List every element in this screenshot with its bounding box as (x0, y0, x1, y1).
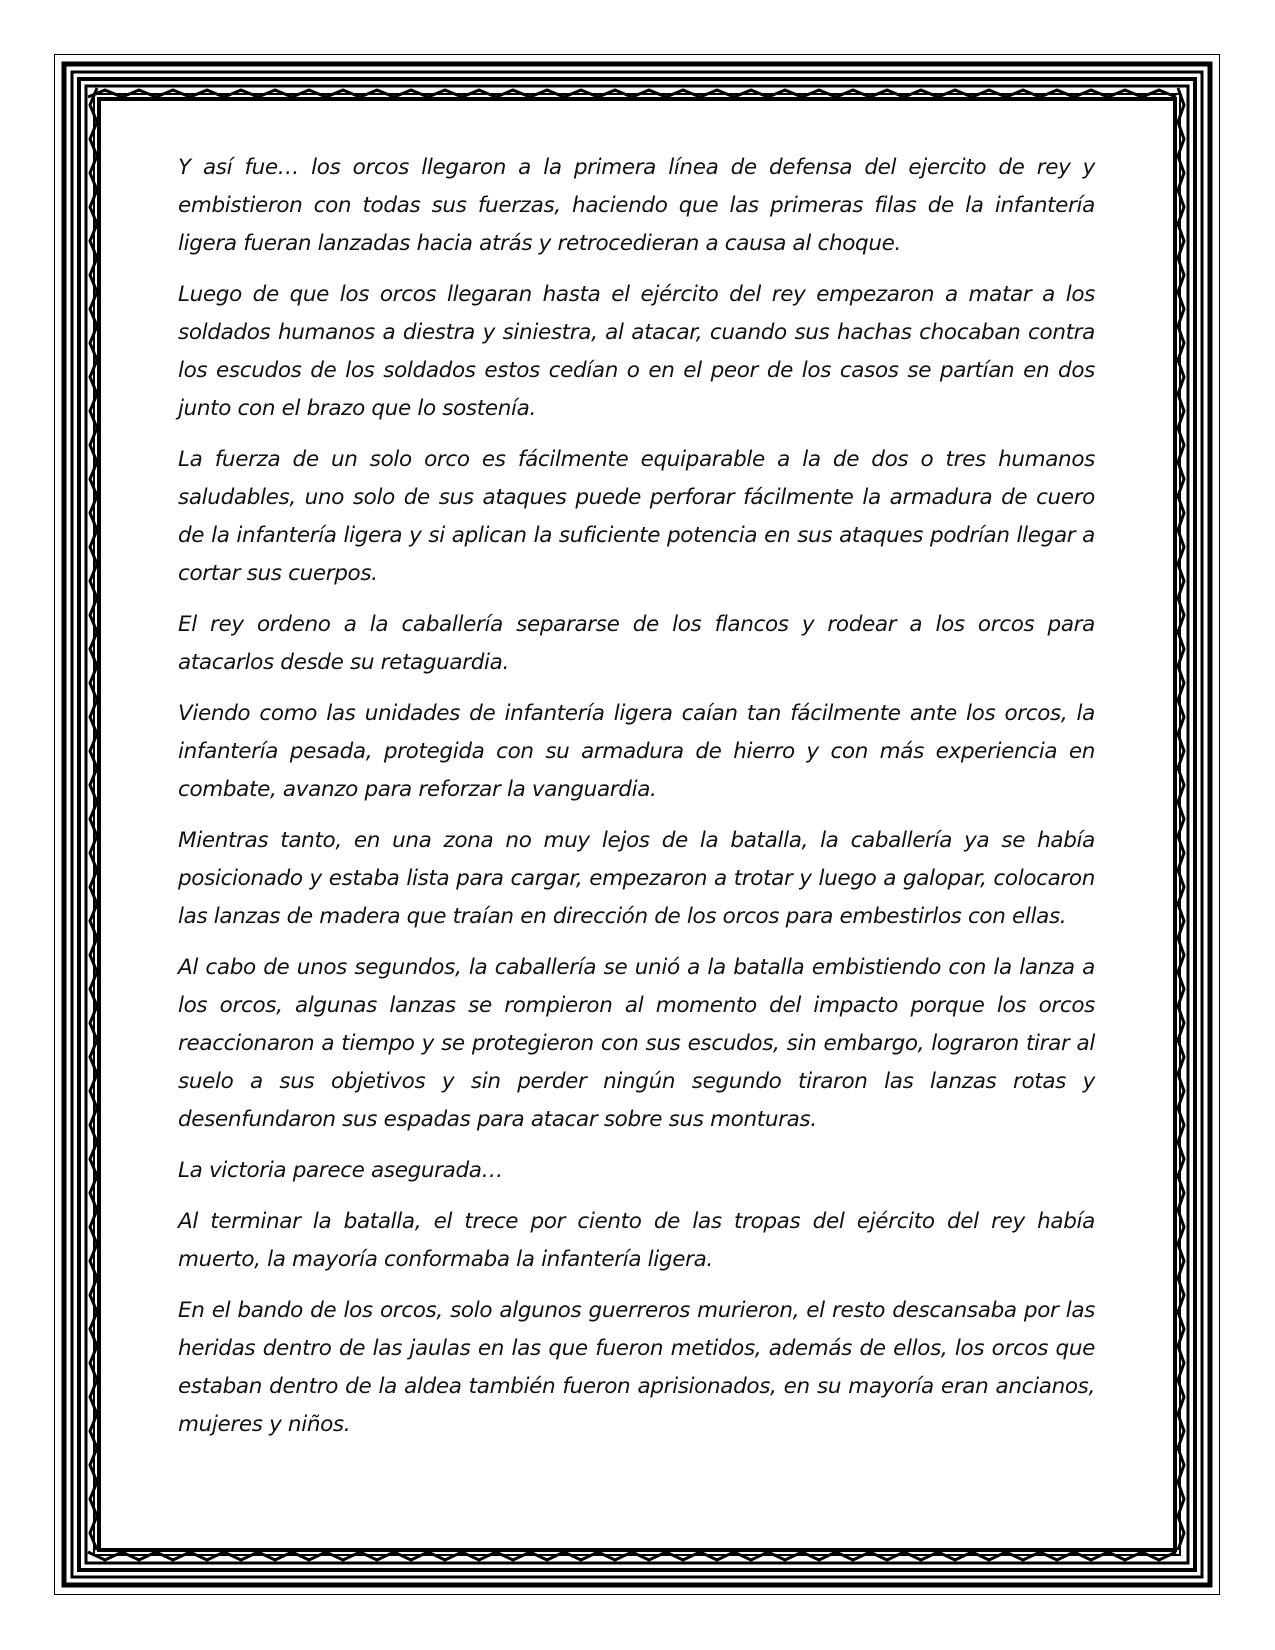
paragraph: La fuerza de un solo orco es fácilmente equiparable a la de dos o tres humanos saludables, uno solo de sus ataques puede perforar fácilmente la armadura de cuero de la infantería ligera y si aplican la suficiente potencia en sus ataques podrían llegar a cortar sus cuerpos. (178, 447, 1095, 586)
paragraph: En el bando de los orcos, solo algunos guerreros murieron, el resto descansaba por las heridas dentro de las jaulas en las que fueron metidos, además de ellos, los orcos que estaban dentro de la aldea también fueron aprisionados, en su mayoría eran ancianos, mujeres y niños. (178, 1298, 1095, 1437)
paragraph: Viendo como las unidades de infantería ligera caían tan fácilmente ante los orcos, la infantería pesada, protegida con su armadura de hierro y con más experiencia en combate, avanzo para reforzar la vanguardia. (178, 701, 1095, 802)
paragraph: La victoria parece asegurada… (178, 1158, 503, 1183)
paragraph: Luego de que los orcos llegaran hasta el ejército del rey empezaron a matar a los soldados humanos a diestra y siniestra, al atacar, cuando sus hachas chocaban contra los escudos de los soldados estos cedían o en el peor de los casos se partían en dos junto con el brazo que lo sostenía. (178, 282, 1095, 421)
paragraph: Al terminar la batalla, el trece por ciento de las tropas del ejército del rey había muerto, la mayoría conformaba la infantería ligera. (178, 1209, 1095, 1272)
document-body (178, 149, 1095, 1457)
paragraph: Al cabo de unos segundos, la caballería se unió a la batalla embistiendo con la lanza a los orcos, algunas lanzas se rompieron al momento del impacto porque los orcos reaccionaron a tiempo y se protegieron con sus escudos, sin embargo, lograron tirar al suelo a sus objetivos y sin perder ningún segundo tiraron las lanzas rotas y desenfundaron sus espadas para atacar sobre sus monturas. (178, 955, 1095, 1132)
paragraph: Y así fue… los orcos llegaron a la primera línea de defensa del ejercito de rey y embistieron con todas sus fuerzas, haciendo que las primeras filas de la infantería ligera fueran lanzadas hacia atrás y retrocedieran a causa al choque. (178, 155, 1095, 256)
paragraph: Mientras tanto, en una zona no muy lejos de la batalla, la caballería ya se había posicionado y estaba lista para cargar, empezaron a trotar y luego a galopar, colocaron las lanzas de madera que traían en dirección de los orcos para embestirlos con ellas. (178, 828, 1095, 929)
paragraph: El rey ordeno a la caballería separarse de los flancos y rodear a los orcos para atacarlos desde su retaguardia. (178, 612, 1095, 675)
